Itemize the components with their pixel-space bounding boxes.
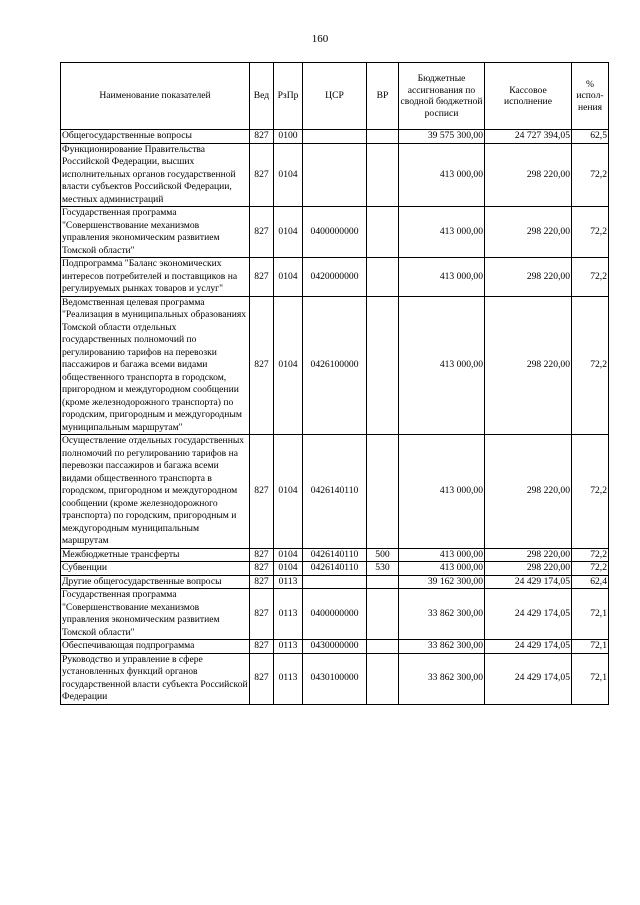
- cell-vr: [367, 143, 399, 207]
- cell-exec: 298 220,00: [485, 562, 572, 576]
- cell-vr: [367, 589, 399, 640]
- table-row: [61, 575, 609, 589]
- cell-ved: 827: [250, 143, 274, 207]
- cell-pct: 72,1: [572, 589, 609, 640]
- cell-csr: 0426140110: [303, 562, 367, 576]
- cell-vr: 530: [367, 562, 399, 576]
- cell-rzpr: 0104: [274, 207, 303, 258]
- cell-rzpr: 0113: [274, 575, 303, 589]
- table-row: [61, 296, 609, 435]
- cell-name: Обеспечивающая подпрограмма: [61, 640, 250, 654]
- cell-rzpr: 0104: [274, 296, 303, 435]
- cell-csr: 0430100000: [303, 653, 367, 704]
- cell-pct: 72,2: [572, 296, 609, 435]
- cell-exec: 24 429 174,05: [485, 575, 572, 589]
- cell-name: Функционирование Правительства Российской Федерации, высших исполнительных органов государственной власти субъектов Российской Федерации, местных администраций: [61, 143, 250, 207]
- cell-pct: 72,2: [572, 548, 609, 562]
- header-name: Наименование показателей: [61, 63, 250, 130]
- cell-pct: 72,2: [572, 562, 609, 576]
- table-row: [61, 562, 609, 576]
- cell-exec: 298 220,00: [485, 143, 572, 207]
- cell-plan: 413 000,00: [399, 258, 485, 297]
- cell-csr: 0400000000: [303, 589, 367, 640]
- cell-rzpr: 0104: [274, 562, 303, 576]
- cell-rzpr: 0100: [274, 130, 303, 144]
- cell-vr: [367, 207, 399, 258]
- cell-vr: [367, 575, 399, 589]
- cell-name: Государственная программа "Совершенствование механизмов управления экономическим развитием Томской области": [61, 207, 250, 258]
- cell-ved: 827: [250, 562, 274, 576]
- cell-exec: 24 429 174,05: [485, 653, 572, 704]
- cell-csr: [303, 130, 367, 144]
- cell-vr: [367, 258, 399, 297]
- cell-plan: 33 862 300,00: [399, 653, 485, 704]
- cell-csr: 0426100000: [303, 296, 367, 435]
- cell-rzpr: 0113: [274, 640, 303, 654]
- cell-csr: 0426140110: [303, 435, 367, 549]
- cell-name: Субвенции: [61, 562, 250, 576]
- cell-ved: 827: [250, 548, 274, 562]
- cell-plan: 33 862 300,00: [399, 589, 485, 640]
- cell-pct: 72,2: [572, 435, 609, 549]
- cell-rzpr: 0113: [274, 653, 303, 704]
- cell-pct: 72,1: [572, 640, 609, 654]
- cell-exec: 298 220,00: [485, 435, 572, 549]
- cell-pct: 72,2: [572, 207, 609, 258]
- cell-pct: 62,4: [572, 575, 609, 589]
- cell-name: Государственная программа "Совершенствование механизмов управления экономическим развитием Томской области": [61, 589, 250, 640]
- cell-plan: 413 000,00: [399, 296, 485, 435]
- cell-exec: 24 429 174,05: [485, 589, 572, 640]
- table-header-row: [61, 63, 609, 130]
- cell-rzpr: 0113: [274, 589, 303, 640]
- cell-ved: 827: [250, 575, 274, 589]
- cell-name: Осуществление отдельных государственных полномочий по регулированию тарифов на перевозки пассажиров и багажа всеми видами общественного транспорта в городском, пригородном и междугородном сообщении (кроме железнодорожного транспорта) по городским, пригородным и междугородным муниципальным маршрутам: [61, 435, 250, 549]
- cell-ved: 827: [250, 207, 274, 258]
- cell-name: Руководство и управление в сфере установленных функций органов государственной власти субъекта Российской Федерации: [62, 653, 248, 702]
- cell-exec: 298 220,00: [485, 207, 572, 258]
- cell-csr: 0426140110: [303, 548, 367, 562]
- cell-plan: 413 000,00: [399, 435, 485, 549]
- cell-exec: 298 220,00: [485, 548, 572, 562]
- cell-ved: 827: [250, 589, 274, 640]
- budget-table: [60, 62, 609, 705]
- cell-pct: 62,5: [572, 130, 609, 144]
- cell-name: Межбюджетные трансферты: [61, 548, 250, 562]
- header-csr: ЦСР: [303, 63, 367, 130]
- cell-csr: 0430000000: [303, 640, 367, 654]
- cell-plan: 413 000,00: [399, 143, 485, 207]
- table-row: [61, 589, 609, 640]
- table-row: [61, 143, 609, 207]
- cell-plan: 413 000,00: [399, 548, 485, 562]
- cell-plan: 39 575 300,00: [399, 130, 485, 144]
- table-row: [61, 548, 609, 562]
- cell-exec: 24 727 394,05: [485, 130, 572, 144]
- cell-exec: 24 429 174,05: [485, 640, 572, 654]
- cell-exec: 298 220,00: [485, 296, 572, 435]
- cell-vr: 500: [367, 548, 399, 562]
- cell-plan: 413 000,00: [399, 562, 485, 576]
- cell-ved: 827: [250, 130, 274, 144]
- header-ved: Вед: [250, 63, 274, 130]
- cell-csr: [303, 143, 367, 207]
- table-row: [61, 130, 609, 144]
- cell-ved: 827: [250, 640, 274, 654]
- cell-name: Подпрограмма "Баланс экономических интересов потребителей и поставщиков на регулируемых рынках товаров и услуг": [61, 258, 250, 297]
- cell-vr: [367, 653, 399, 704]
- cell-csr: [303, 575, 367, 589]
- header-rzpr: РзПр: [274, 63, 303, 130]
- table-row: [61, 640, 609, 654]
- cell-ved: 827: [250, 653, 274, 704]
- cell-ved: 827: [250, 296, 274, 435]
- cell-pct: 72,2: [572, 258, 609, 297]
- cell-pct: 72,1: [572, 653, 609, 704]
- cell-rzpr: 0104: [274, 143, 303, 207]
- header-exec: Кассовое исполнение: [485, 63, 572, 130]
- cell-plan: 33 862 300,00: [399, 640, 485, 654]
- cell-plan: 413 000,00: [399, 207, 485, 258]
- cell-ved: 827: [250, 435, 274, 549]
- table-row: [61, 435, 609, 549]
- cell-exec: 298 220,00: [485, 258, 572, 297]
- cell-pct: 72,2: [572, 143, 609, 207]
- cell-csr: 0400000000: [303, 207, 367, 258]
- table-row: [61, 207, 609, 258]
- cell-vr: [367, 435, 399, 549]
- cell-ved: 827: [250, 258, 274, 297]
- cell-rzpr: 0104: [274, 258, 303, 297]
- page-number: 160: [311, 33, 329, 45]
- cell-vr: [367, 640, 399, 654]
- cell-rzpr: 0104: [274, 548, 303, 562]
- header-vr: ВР: [367, 63, 399, 130]
- table-row: [61, 258, 609, 297]
- cell-csr: 0420000000: [303, 258, 367, 297]
- cell-vr: [367, 130, 399, 144]
- cell-name: Общегосударственные вопросы: [61, 130, 250, 144]
- cell-name: Другие общегосударственные вопросы: [61, 575, 250, 589]
- cell-plan: 39 162 300,00: [399, 575, 485, 589]
- table-row: [61, 653, 609, 704]
- header-pct: % испол-нения: [572, 63, 609, 130]
- cell-name: Ведомственная целевая программа "Реализация в муниципальных образованиях Томской области отдельных государственных полномочий по регулированию тарифов на перевозки пассажиров и багажа всеми видами общественного транспорта в городском, пригородном и междугородном сообщении (кроме железнодорожного транспорта) по городским, пригородным и междугородным муниципальным маршрутам": [61, 296, 250, 435]
- header-plan: Бюджетные ассигнования по сводной бюджетной росписи: [399, 63, 485, 130]
- cell-vr: [367, 296, 399, 435]
- cell-rzpr: 0104: [274, 435, 303, 549]
